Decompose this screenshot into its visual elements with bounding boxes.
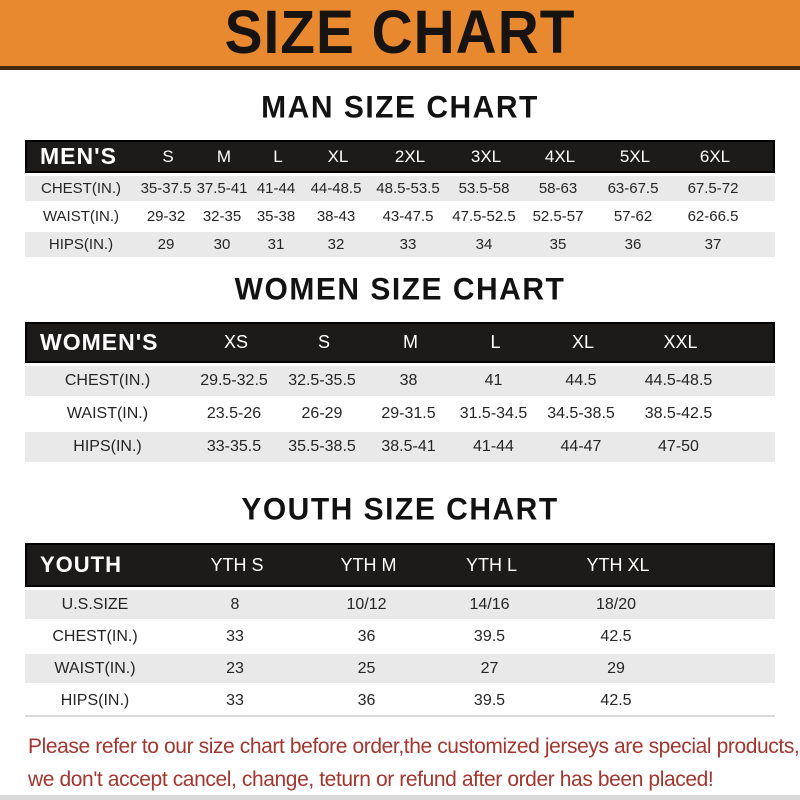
cell-value: 34 bbox=[475, 236, 493, 253]
cell-value: 29.5-32.5 bbox=[200, 372, 268, 389]
row-label: CHEST(IN.) bbox=[52, 627, 138, 645]
cell-value: 29 bbox=[607, 659, 625, 677]
column-header: YTH M bbox=[340, 554, 397, 575]
order-policy-line-2: we don't accept cancel, change, teturn or refund after order has been placed! bbox=[28, 768, 714, 791]
women-size-table bbox=[25, 322, 775, 462]
youth-size-table bbox=[25, 543, 775, 717]
column-header: 5XL bbox=[619, 146, 651, 166]
column-header: M bbox=[403, 332, 418, 352]
column-header: S bbox=[317, 332, 330, 352]
cell-value: 67.5-72 bbox=[687, 180, 739, 197]
cell-value: 62-66.5 bbox=[687, 208, 739, 225]
column-header: S bbox=[162, 146, 174, 166]
row-label: HIPS(IN.) bbox=[60, 691, 130, 709]
table-row bbox=[25, 622, 775, 651]
row-label: WAIST(IN.) bbox=[54, 659, 136, 677]
cell-value: 29-32 bbox=[146, 208, 186, 225]
table-row bbox=[25, 366, 775, 396]
column-header: L bbox=[273, 146, 283, 166]
table-row bbox=[25, 399, 775, 429]
cell-value: 58-63 bbox=[538, 180, 578, 197]
cell-value: 35-37.5 bbox=[140, 180, 192, 197]
man-size-chart-heading: MAN SIZE CHART bbox=[261, 90, 539, 125]
cell-value: 26-29 bbox=[301, 405, 343, 422]
table-header-label: WOMEN'S bbox=[40, 329, 159, 355]
column-header: XL bbox=[327, 146, 349, 166]
column-header: L bbox=[490, 332, 501, 352]
cell-value: 39.5 bbox=[473, 691, 506, 709]
order-policy-note bbox=[0, 730, 800, 796]
cell-value: 53.5-58 bbox=[458, 180, 510, 197]
cell-value: 42.5 bbox=[600, 627, 632, 645]
table-row bbox=[25, 204, 775, 229]
table-header-label: YOUTH bbox=[40, 552, 122, 577]
cell-value: 8 bbox=[230, 595, 240, 613]
cell-value: 47.5-52.5 bbox=[452, 208, 516, 225]
men-size-table bbox=[25, 140, 775, 257]
order-policy-line-1: Please refer to our size chart before order,the customized jerseys are special products, bbox=[28, 735, 800, 758]
column-header: M bbox=[216, 146, 232, 166]
cell-value: 36 bbox=[624, 236, 642, 253]
cell-value: 43-47.5 bbox=[382, 208, 434, 225]
column-header: 4XL bbox=[544, 146, 576, 166]
men-table-header-row bbox=[25, 140, 775, 173]
cell-value: 30 bbox=[213, 236, 231, 253]
cell-value: 44.5 bbox=[565, 372, 597, 389]
cell-value: 27 bbox=[480, 659, 499, 677]
cell-value: 38.5-42.5 bbox=[644, 405, 713, 422]
cell-value: 36 bbox=[357, 691, 376, 709]
row-label: HIPS(IN.) bbox=[48, 236, 114, 253]
cell-value: 44-48.5 bbox=[310, 180, 362, 197]
cell-value: 41-44 bbox=[473, 438, 514, 455]
row-label: WAIST(IN.) bbox=[42, 208, 120, 225]
cell-value: 63-67.5 bbox=[607, 180, 659, 197]
column-header: XS bbox=[223, 332, 248, 352]
cell-value: 35-38 bbox=[256, 208, 296, 225]
cell-value: 39.5 bbox=[473, 627, 506, 645]
cell-value: 29 bbox=[157, 236, 175, 253]
column-header: XL bbox=[571, 332, 595, 352]
column-header: 6XL bbox=[699, 146, 731, 166]
cell-value: 41-44 bbox=[256, 180, 296, 197]
banner-title: SIZE CHART bbox=[224, 0, 576, 67]
column-header: 3XL bbox=[470, 146, 502, 166]
table-row bbox=[25, 232, 775, 257]
cell-value: 57-62 bbox=[613, 208, 653, 225]
cell-value: 35.5-38.5 bbox=[288, 438, 356, 455]
women-size-chart-heading: WOMEN SIZE CHART bbox=[234, 272, 566, 307]
row-label: WAIST(IN.) bbox=[66, 405, 149, 422]
cell-value: 25 bbox=[357, 659, 376, 677]
row-label: HIPS(IN.) bbox=[73, 438, 142, 455]
cell-value: 44.5-48.5 bbox=[644, 372, 713, 389]
cell-value: 37 bbox=[704, 236, 722, 253]
column-header: XXL bbox=[663, 332, 698, 352]
column-header: YTH XL bbox=[586, 554, 650, 575]
cell-value: 48.5-53.5 bbox=[376, 180, 440, 197]
cell-value: 33 bbox=[399, 236, 417, 253]
cell-value: 41 bbox=[484, 372, 503, 389]
cell-value: 35 bbox=[549, 236, 567, 253]
cell-value: 47-50 bbox=[658, 438, 699, 455]
cell-value: 33-35.5 bbox=[206, 438, 262, 455]
cell-value: 23.5-26 bbox=[206, 405, 262, 422]
cell-value: 31 bbox=[267, 236, 285, 253]
cell-value: 32 bbox=[327, 236, 345, 253]
cell-value: 10/12 bbox=[346, 595, 387, 613]
cell-value: 18/20 bbox=[595, 595, 637, 613]
bottom-edge-strip bbox=[0, 795, 800, 800]
cell-value: 38-43 bbox=[316, 208, 356, 225]
cell-value: 38 bbox=[399, 372, 418, 389]
youth-table-header-row bbox=[25, 543, 775, 587]
cell-value: 44-47 bbox=[560, 438, 602, 455]
cell-value: 36 bbox=[357, 627, 376, 645]
cell-value: 32.5-35.5 bbox=[288, 372, 356, 389]
cell-value: 14/16 bbox=[469, 595, 510, 613]
cell-value: 33 bbox=[226, 691, 244, 709]
column-header: YTH S bbox=[210, 554, 264, 575]
cell-value: 34.5-38.5 bbox=[547, 405, 615, 422]
cell-value: 37.5-41 bbox=[196, 180, 248, 197]
table-row bbox=[25, 176, 775, 201]
cell-value: 23 bbox=[226, 659, 244, 677]
row-label: CHEST(IN.) bbox=[64, 372, 151, 389]
table-row bbox=[25, 590, 775, 619]
size-chart-banner bbox=[0, 0, 800, 70]
cell-value: 31.5-34.5 bbox=[459, 405, 528, 422]
row-label: CHEST(IN.) bbox=[41, 180, 121, 197]
table-row bbox=[25, 432, 775, 462]
youth-size-chart-heading: YOUTH SIZE CHART bbox=[241, 492, 559, 527]
women-table-header-row bbox=[25, 322, 775, 363]
table-row bbox=[25, 654, 775, 683]
cell-value: 29-31.5 bbox=[381, 405, 436, 422]
cell-value: 38.5-41 bbox=[381, 438, 436, 455]
column-header: 2XL bbox=[394, 146, 426, 166]
cell-value: 33 bbox=[226, 627, 244, 645]
cell-value: 32-35 bbox=[202, 208, 242, 225]
column-header: YTH L bbox=[465, 554, 517, 575]
table-header-label: MEN'S bbox=[40, 143, 117, 169]
row-label: U.S.SIZE bbox=[61, 595, 129, 613]
cell-value: 52.5-57 bbox=[532, 208, 584, 225]
table-row bbox=[25, 686, 775, 715]
cell-value: 42.5 bbox=[600, 691, 632, 709]
